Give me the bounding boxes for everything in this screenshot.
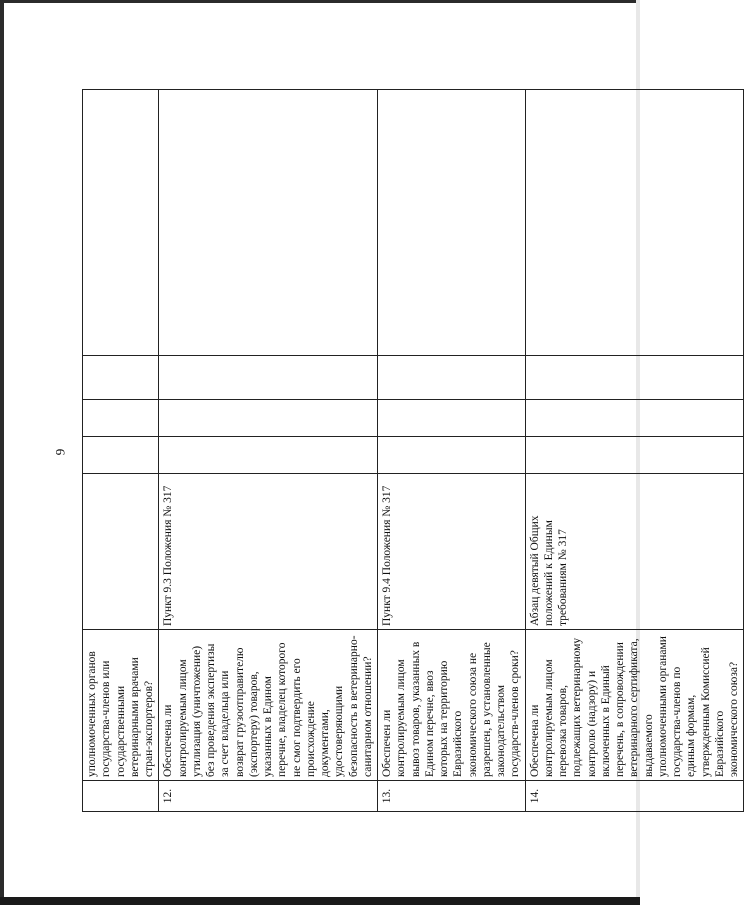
table-row (525, 90, 744, 812)
answer-cell-na (525, 356, 744, 400)
answer-cell-na (159, 356, 378, 400)
scan-edge-left (0, 0, 4, 905)
checklist-table (82, 89, 744, 812)
answer-cell-yes (525, 437, 744, 474)
answer-cell-yes (159, 437, 378, 474)
legal-reference: Пункт 9.4 Положения № 317 (378, 474, 526, 630)
row-number: 14. (525, 781, 744, 812)
table-row (83, 90, 159, 812)
legal-reference: Пункт 9.3 Положения № 317 (159, 474, 378, 630)
legal-reference: Абзац девятый Общих положений к Единым требованиям № 317 (525, 474, 744, 630)
row-number: 12. (159, 781, 378, 812)
answer-cell-yes (378, 437, 526, 474)
requirement-text: Обеспечена ли контролируемым лицом утилизация (уничтожение) без проведения экспертизы за счет владельца или возврат грузоотправителю (экспортеру) товаров, указанных в Едином перечне, владелец которого не смог подтвердить его происхождение документами, удостоверяющими безопасность в ветеринарно-санитарном отношении? (159, 630, 378, 781)
answer-cell-no (159, 400, 378, 437)
notes-cell (525, 90, 744, 356)
answer-cell-na (378, 356, 526, 400)
answer-cell-no (378, 400, 526, 437)
notes-cell (83, 90, 159, 356)
table-row (378, 90, 526, 812)
answer-cell-no (83, 400, 159, 437)
row-number (83, 781, 159, 812)
requirement-text: Обеспечен ли контролируемым лицом вывоз товаров, указанных в Едином перечне, ввоз которых на территорию Евразийского экономического союза не разрешен, в установленные законодательством государств-членов сроки? (378, 630, 526, 781)
scan-edge-top (0, 0, 640, 3)
legal-reference (83, 474, 159, 630)
requirement-text: Обеспечена ли контролируемым лицом перевозка товаров, подлежащих ветеринарному контролю (надзору) и включенных в Единый перечень, в сопровождении ветеринарного сертификата, выдаваемого уполномоченными органами государства-членов по единым формам, утвержденным Комиссией Евразийского экономического союза? (525, 630, 744, 781)
rotated-table-container (82, 90, 740, 812)
scan-edge-bottom (0, 897, 640, 905)
answer-cell-no (525, 400, 744, 437)
row-number: 13. (378, 781, 526, 812)
table-row (159, 90, 378, 812)
answer-cell-yes (83, 437, 159, 474)
page-number: 9 (52, 448, 68, 456)
notes-cell (159, 90, 378, 356)
answer-cell-na (83, 356, 159, 400)
requirement-text: уполномоченных органов государства-членов или государственными ветеринарными врачами стран-экспортеров? (83, 630, 159, 781)
notes-cell (378, 90, 526, 356)
